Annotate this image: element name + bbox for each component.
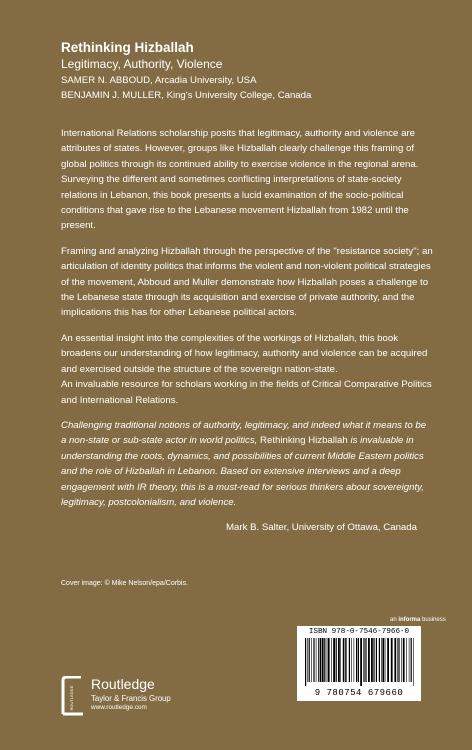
endorsement-quote	[61, 418, 433, 510]
barcode-bar	[411, 638, 412, 682]
barcode-bar	[318, 638, 319, 682]
barcode-bar	[333, 638, 335, 682]
barcode-bar	[311, 638, 312, 682]
ean-digits: 9 780754 679660	[314, 688, 404, 698]
author-name: BENJAMIN J. MULLER	[61, 90, 162, 101]
barcode-bar	[391, 638, 393, 682]
barcode-bar	[397, 638, 398, 682]
quote-text: is invaluable in understanding the roots, dynamics, and possibilities of current Middle Eastern politics and the role of Hizballah in Lebanon. Based on extensive interviews and a deep engagement with IR theory, this is a must-read for serious thinkers about sovereignty, legitimacy, postcolonialism, and violence.	[61, 435, 424, 508]
barcode-bar	[376, 638, 377, 682]
barcode-bar	[346, 638, 347, 682]
barcode-bar	[328, 638, 330, 682]
barcode-bar	[307, 638, 308, 682]
quote-book-title: Rethinking Hizballah	[260, 435, 348, 447]
barcode-bar	[322, 638, 324, 682]
barcode-bar	[382, 638, 384, 682]
barcode-bar	[387, 638, 389, 682]
publisher-url: www.routledge.com	[91, 704, 147, 711]
barcode-bar	[394, 638, 396, 682]
back-cover-blurb	[61, 126, 433, 546]
author-line-1	[61, 74, 441, 87]
quote-text: Challenging traditional notions of authority, legitimacy, and indeed what it means to be a non-state or sub-state actor in world politics,	[61, 419, 427, 447]
barcode-bar	[360, 638, 362, 686]
barcode-bar	[320, 638, 321, 682]
barcode-bar	[331, 638, 332, 682]
barcode-bar	[373, 638, 374, 682]
barcode-bar	[349, 638, 350, 682]
barcode-bar	[409, 638, 410, 682]
barcode-bar	[385, 638, 386, 682]
author-affiliation: , Arcadia University, USA	[150, 75, 257, 86]
barcode-bar	[379, 638, 380, 682]
barcode-bar	[313, 638, 314, 682]
blurb-paragraph: Framing and analyzing Hizballah through the perspective of the "resistance society"; an articulation of identity politics that informs the violent and non-violent political strategies of the movement, Abboud and Muller demonstrate how Hizballah poses a challenge to the Lebanese state through its acquisition and exercise of private authority, and the implications this has for other Lebanese political actors.	[61, 245, 433, 319]
barcode-bar	[343, 638, 344, 682]
barcode-bar	[358, 638, 359, 682]
barcode-bar	[338, 638, 340, 682]
informa-suffix: business	[420, 617, 446, 623]
routledge-logo	[61, 676, 191, 716]
barcode-bar	[345, 638, 346, 682]
barcode-bar	[356, 638, 357, 682]
endorsement-attribution: Mark B. Salter, University of Ottawa, Canada	[226, 522, 417, 534]
blurb-paragraph: International Relations scholarship posits that legitimacy, authority and violence are attributes of states. However, groups like Hizballah clearly challenge this framing of global politics through its continued ability to exercise violence in the regional arena. Surveying the different and sometimes conflicting interpretations of state-society relations in Lebanon, this book presents a lucid examination of the socio-political conditions that gave rise to the Lebanese movement Hizballah from 1982 until the present.	[61, 128, 419, 232]
barcode-bar	[309, 638, 310, 682]
barcode-bar	[364, 638, 365, 682]
routledge-mark-icon	[61, 676, 85, 716]
barcode-bar	[368, 638, 370, 682]
barcode-bar	[351, 638, 352, 682]
barcode-bar	[413, 638, 414, 686]
cover-image-credit: Cover image: © Mike Nelson/epa/Corbis.	[61, 580, 188, 587]
barcode-bar	[316, 638, 317, 682]
book-title: Rethinking Hizballah	[61, 40, 194, 55]
barcode-bar	[354, 638, 355, 682]
barcode-bar	[406, 638, 407, 682]
author-name: SAMER N. ABBOUD	[61, 75, 151, 86]
informa-word: informa	[398, 617, 421, 623]
barcode-bars	[305, 638, 415, 686]
barcode-bar	[399, 638, 400, 682]
isbn-label: ISBN 978-0-7546-7966-0	[308, 628, 410, 636]
barcode-bar	[366, 638, 367, 682]
author-line-2	[61, 89, 441, 102]
barcode-bar	[371, 638, 373, 682]
informa-business-tag	[390, 616, 446, 624]
blurb-paragraph: An essential insight into the complexities of the workings of Hizballah, this book broadens our understanding of how legitimacy, authority and violence can be acquired and exercised outside the structure of the sovereign nation-state.	[61, 332, 428, 375]
publisher-group: Taylor & Francis Group	[91, 694, 171, 703]
barcode-bar	[403, 638, 405, 682]
barcode-bar	[305, 638, 306, 686]
book-subtitle: Legitimacy, Authority, Violence	[61, 57, 223, 71]
blurb-paragraph: An invaluable resource for scholars working in the fields of Critical Comparative Politics and International Relations.	[61, 379, 432, 406]
logo-mark-text: ROUTLEDGE	[69, 685, 74, 711]
barcode-bar	[381, 638, 382, 682]
informa-prefix: an	[390, 617, 399, 623]
barcode-bar	[340, 638, 341, 682]
barcode-bar	[327, 638, 328, 682]
barcode-bar	[401, 638, 402, 682]
publisher-name: Routledge	[91, 676, 155, 692]
author-affiliation: , King's University College, Canada	[161, 90, 312, 101]
book-header	[61, 40, 441, 102]
barcode-bar	[324, 638, 325, 682]
isbn-barcode	[297, 626, 421, 701]
barcode-bar	[363, 638, 364, 682]
barcode-bar	[336, 638, 337, 682]
